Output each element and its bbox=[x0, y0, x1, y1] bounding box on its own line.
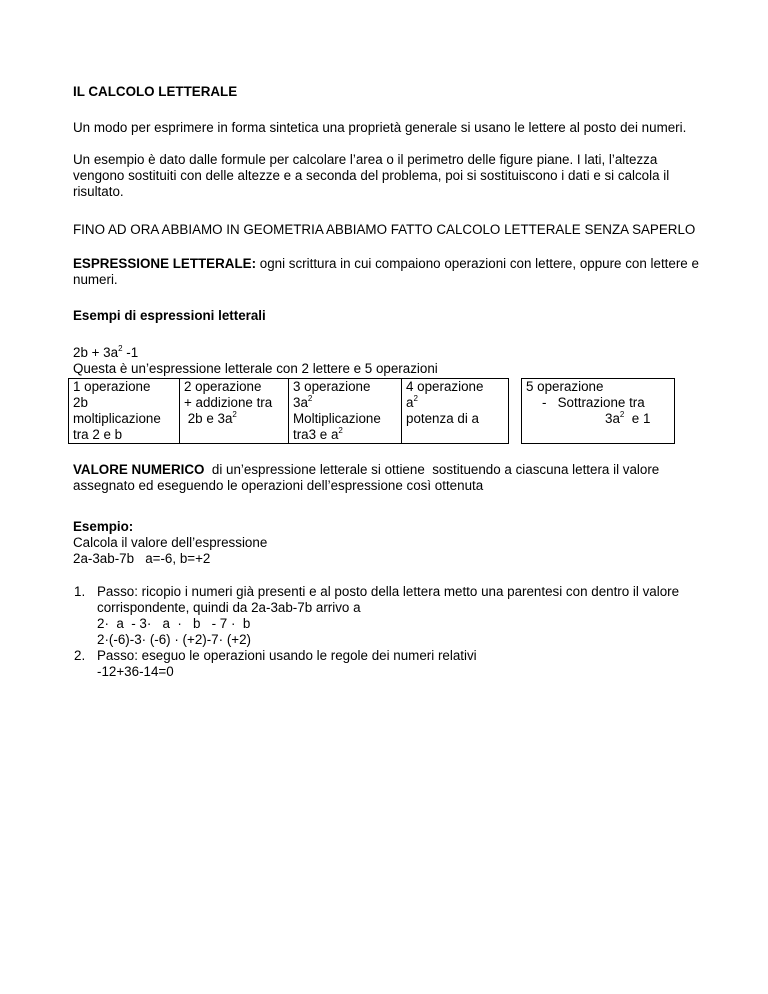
operation-line: moltiplicazione bbox=[73, 411, 161, 426]
definition-term: ESPRESSIONE LETTERALE: bbox=[73, 256, 257, 271]
operation-head: 1 operazione bbox=[73, 379, 151, 394]
operation-head: 3 operazione bbox=[293, 379, 371, 394]
table-gap bbox=[509, 379, 522, 444]
operation-line: 2b bbox=[73, 395, 88, 410]
operation-line bbox=[406, 395, 504, 411]
operation-text: e 1 bbox=[624, 411, 651, 426]
operation-exponent: 2 bbox=[232, 409, 237, 419]
numeric-value-paragraph bbox=[73, 462, 703, 494]
operation-line bbox=[526, 411, 670, 427]
intro-paragraph-1: Un modo per esprimere in forma sintetica una proprietà generale si usano le lettere al posto dei numeri. bbox=[73, 120, 687, 135]
expression-line bbox=[73, 345, 703, 361]
operation-line: potenza di a bbox=[406, 411, 479, 426]
step-text: Passo: eseguo le operazioni usando le regole dei numeri relativi bbox=[97, 648, 477, 663]
definition-text: ogni scrittura in cui compaiono operazioni con lettere, oppure con lettere e numeri. bbox=[73, 256, 699, 287]
expression-part1: 2b + 3a bbox=[73, 345, 119, 360]
operation-text: 3a bbox=[605, 411, 620, 426]
definition-paragraph bbox=[73, 256, 703, 288]
operation-line bbox=[293, 395, 397, 411]
operation-cell-4 bbox=[402, 379, 509, 444]
operation-text: tra3 e a bbox=[293, 427, 339, 442]
operation-exponent: 2 bbox=[338, 425, 343, 435]
operation-text: a bbox=[406, 395, 414, 410]
step-text: Passo: ricopio i numeri già presenti e al posto della lettera metto una parentesi con dentro il valore corrispondente, quindi da 2a-3ab-7b arrivo a bbox=[97, 584, 680, 615]
operation-line bbox=[293, 427, 397, 443]
operation-line bbox=[184, 411, 284, 427]
notice-line: FINO AD ORA ABBIAMO IN GEOMETRIA ABBIAMO FATTO CALCOLO LETTERALE SENZA SAPERLO bbox=[73, 222, 696, 237]
operation-head: 2 operazione bbox=[184, 379, 262, 394]
operation-text: 3a bbox=[293, 395, 308, 410]
operation-line: tra 2 e b bbox=[73, 427, 123, 442]
numeric-value-text: di un’espressione letterale si ottiene sostituendo a ciascuna lettera il valore assegnato ed eseguendo le operazioni dell’espressione così ottenuta bbox=[73, 462, 663, 493]
operation-cell-3 bbox=[289, 379, 402, 444]
operation-cell-2 bbox=[180, 379, 289, 444]
example-line-2: 2a-3ab-7b a=-6, b=+2 bbox=[73, 551, 211, 566]
step-number: 2. bbox=[74, 648, 86, 663]
operation-head: 5 operazione bbox=[526, 379, 604, 394]
step-line: -12+36-14=0 bbox=[97, 664, 174, 679]
examples-heading: Esempi di espressioni letterali bbox=[73, 308, 266, 323]
intro-paragraph-2: Un esempio è dato dalle formule per calcolare l’area o il perimetro delle figure piane. I lati, l’altezza vengono sostituiti con delle altezze e a seconda del problema, poi si sostituiscono i dati e si calcola il risultato. bbox=[73, 152, 670, 199]
operation-exponent: 2 bbox=[619, 409, 625, 419]
numeric-value-term: VALORE NUMERICO bbox=[73, 462, 205, 477]
operation-head: 4 operazione bbox=[406, 379, 484, 394]
operation-text: 2b e 3a bbox=[184, 411, 233, 426]
operation-cell-1 bbox=[69, 379, 180, 444]
expression-part2: -1 bbox=[122, 345, 139, 360]
expression-note: Questa è un’espressione letterale con 2 lettere e 5 operazioni bbox=[73, 361, 438, 376]
page-title: IL CALCOLO LETTERALE bbox=[73, 84, 238, 99]
operation-exponent: 2 bbox=[413, 393, 418, 403]
step-item-2 bbox=[74, 648, 707, 680]
operation-line: - Sottrazione tra bbox=[542, 395, 645, 410]
step-line: 2· a - 3· a · b - 7 · b bbox=[97, 616, 251, 631]
operation-line: Moltiplicazione bbox=[293, 411, 381, 426]
operations-table bbox=[68, 378, 675, 444]
expression-exponent: 2 bbox=[118, 343, 123, 353]
table-row bbox=[69, 379, 675, 444]
operation-cell-5 bbox=[522, 379, 675, 444]
step-number: 1. bbox=[74, 584, 86, 599]
example-heading: Esempio: bbox=[73, 519, 134, 534]
example-line-1: Calcola il valore dell’espressione bbox=[73, 535, 268, 550]
operation-exponent: 2 bbox=[307, 393, 313, 403]
operation-line: + addizione tra bbox=[184, 395, 273, 410]
step-item-1 bbox=[74, 584, 707, 648]
step-line: 2·(-6)-3· (-6) · (+2)-7· (+2) bbox=[97, 632, 251, 647]
